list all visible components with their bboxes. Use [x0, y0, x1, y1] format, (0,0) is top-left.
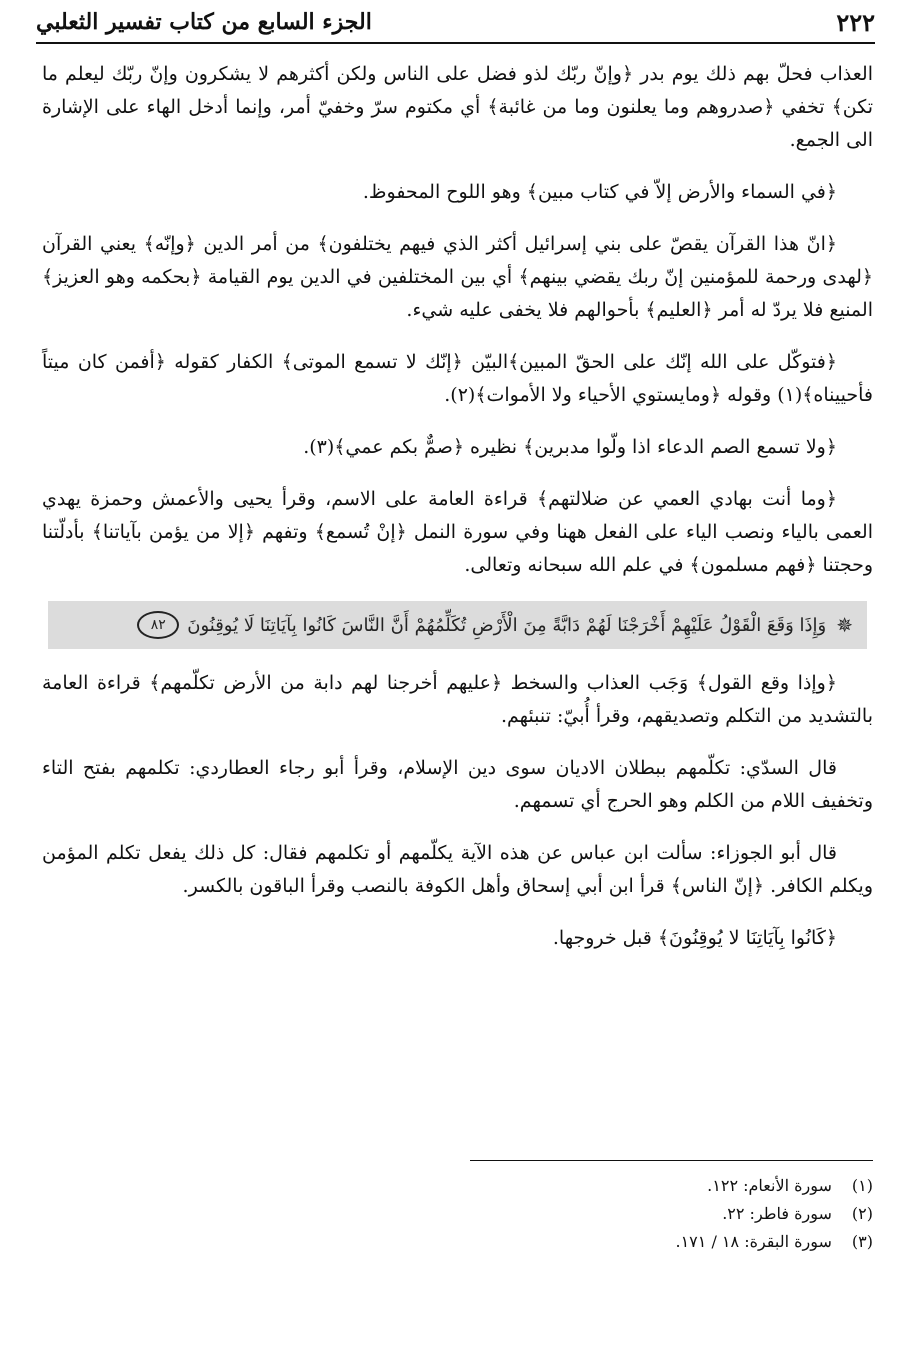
paragraph: قال السدّي: تكلّمهم ببطلان الاديان سوى دين الإسلام، وقرأ أبو رجاء العطاردي: تكلمهم بفتح التاء وتخفيف اللام من الكلم وهو الحرج أي تسمهم.: [42, 757, 873, 812]
footnote: [373, 1228, 873, 1256]
paragraph: قال أبو الجوزاء: سألت ابن عباس عن هذه الآية يكلّمهم أو تكلمهم فقال: كل ذلك يفعل تكلم المؤمن ويكلم الكافر. ﴿إنّ الناس﴾ قرأ ابن أبي إسحاق وأهل الكوفة بالنصب وقرأ الباقون بالكسر.: [42, 842, 873, 897]
footnote-text: سورة البقرة: ١٨ / ١٧١.: [675, 1232, 832, 1251]
verse-number: ٨٢: [137, 611, 179, 639]
footnote: [373, 1200, 873, 1228]
paragraph: ﴿فتوكّل على الله إنّك على الحقّ المبين﴾البيّن ﴿إنّك لا تسمع الموتى﴾ الكفار كقوله ﴿أفمن كان ميتاً فأحييناه﴾(١) وقوله ﴿ومايستوي الأحياء ولا الأموات﴾(٢).: [42, 351, 873, 406]
body-text: [42, 58, 873, 974]
page-header: [36, 2, 875, 44]
verse-text: وَإِذَا وَقَعَ الْقَوْلُ عَلَيْهِمْ أَخْرَجْنَا لَهُمْ دَابَّةً مِنَ الْأَرْضِ تُكَلِّمُهُمْ أَنَّ النَّاسَ كَانُوا بِآيَاتِنَا لَا يُوقِنُونَ: [187, 614, 827, 636]
footnote-text: سورة فاطر: ٢٢.: [722, 1204, 832, 1223]
footnote-divider: [470, 1160, 873, 1161]
footnote-text: سورة الأنعام: ١٢٢.: [707, 1176, 832, 1195]
footnote: [373, 1172, 873, 1200]
footnote-number: (٣): [851, 1232, 873, 1251]
paragraph: ﴿انّ هذا القرآن يقصّ على بني إسرائيل أكثر الذي فيهم يختلفون﴾ من أمر الدين ﴿وإنّه﴾ يعني القرآن ﴿لهدى ورحمة للمؤمنين إنّ ربك يقضي بينهم﴾ أي بين المختلفين في الدين يوم القيامة ﴿بحكمه وهو العزيز﴾ المنيع فلا يردّ له أمر ﴿العليم﴾ بأحوالهم فلا يخفى عليه شيء.: [42, 233, 873, 321]
paragraph: العذاب فحلّ بهم ذلك يوم بدر ﴿وإنّ ربّك لذو فضل على الناس ولكن أكثرهم لا يشكرون وإنّ ربّك ليعلم ما تكن﴾ تخفي ﴿صدروهم وما يعلنون وما من غائبة﴾ أي مكتوم سرّ وخفيّ أمر، وإنما أدخل الهاء على الإشارة الى الجمع.: [42, 63, 873, 151]
footnote-number: (١): [851, 1176, 873, 1195]
footnotes: [373, 1172, 873, 1256]
footnote-number: (٢): [851, 1204, 873, 1223]
page-number: ٢٢٢: [836, 7, 875, 37]
paragraph: ﴿ولا تسمع الصم الدعاء اذا ولّوا مدبرين﴾ نظيره ﴿صمٌّ بكم عمي﴾(٣).: [303, 436, 837, 458]
paragraph: ﴿في السماء والأرض إلاّ في كتاب مبين﴾ وهو اللوح المحفوظ.: [362, 181, 837, 203]
paragraph: ﴿وإذا وقع القول﴾ وَجَب العذاب والسخط ﴿عليهم أخرجنا لهم دابة من الأرض تكلّمهم﴾ قراءة العامة بالتشديد من التكلم وتصديقهم، وقرأ أُبيّ: تنبئهم.: [42, 672, 873, 727]
verse-star-icon: ✵: [836, 613, 853, 637]
paragraph: ﴿كَانُوا بِآيَاتِنَا لا يُوقِنُونَ﴾ قبل خروجها.: [552, 927, 837, 949]
paragraph: ﴿وما أنت بهادي العمي عن ضلالتهم﴾ قراءة العامة على الاسم، وقرأ يحيى والأعمش وحمزة يهدي العمى بالياء ونصب الياء على الفعل ههنا وفي سورة النمل ﴿إنْ تُسمع﴾ وتفهم ﴿إلا من يؤمن بآياتنا﴾ بأدلّتنا وحجتنا ﴿فهم مسلمون﴾ في علم الله سبحانه وتعالى.: [42, 488, 873, 576]
quran-verse-band: [48, 601, 867, 649]
header-title: الجزء السابع من كتاب تفسير الثعلبي: [36, 9, 372, 35]
